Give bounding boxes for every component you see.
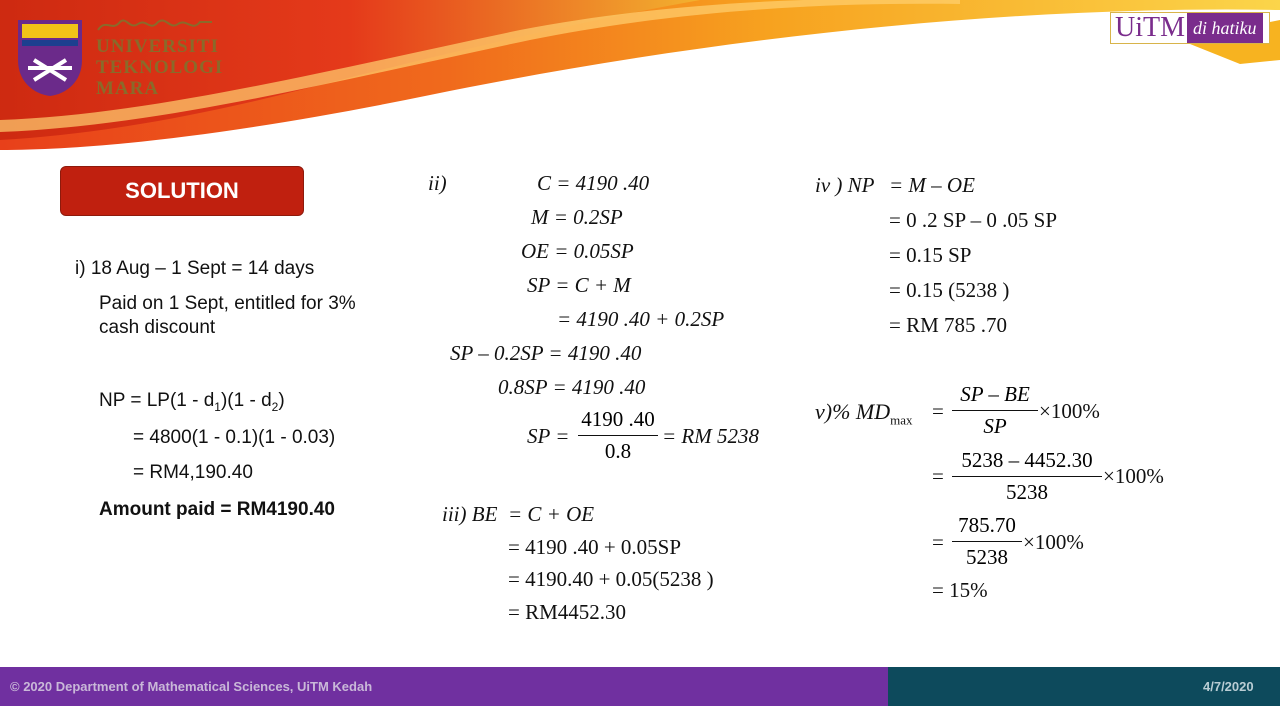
- part-ii-line7: 0.8SP = 4190 .40: [498, 375, 646, 399]
- part-ii-line8-rhs: = RM 5238: [662, 424, 759, 448]
- part-v-label: v)% $MD_{max}$: [815, 399, 913, 428]
- fraction-bar: [952, 476, 1102, 477]
- part-v-mult3: ×100%: [1023, 530, 1084, 554]
- part-i-line2: Paid on 1 Sept, entitled for 3%: [99, 293, 356, 314]
- part-ii-line3: OE = 0.05SP: [521, 239, 634, 263]
- part-ii-line1: C = 4190 .40: [537, 171, 650, 195]
- university-name-line2: TEKNOLOGI: [96, 57, 224, 78]
- part-v-fraction2: [952, 448, 1102, 505]
- part-v-fraction3-denominator: 5238: [966, 545, 1008, 569]
- part-ii-line5: = 4190 .40 + 0.2SP: [557, 307, 725, 331]
- part-i-calc2: = RM4,190.40: [133, 462, 253, 483]
- part-iv-line2: = 0 .2 SP – 0 .05 SP: [889, 208, 1058, 232]
- university-name-line1: UNIVERSITI: [96, 36, 219, 57]
- part-i-line1: i) 18 Aug – 1 Sept = 14 days: [75, 258, 315, 279]
- fraction-bar: [578, 435, 658, 436]
- part-ii-line6: SP – 0.2SP = 4190 .40: [450, 341, 642, 365]
- part-ii-line8-lhs: SP =: [527, 424, 570, 448]
- part-iv-line4: = 0.15 (5238 ): [889, 278, 1010, 302]
- part-iv-line3: = 0.15 SP: [889, 243, 972, 267]
- part-iii-line1: = C + OE: [508, 502, 595, 526]
- footer-copyright: © 2020 Department of Mathematical Sciences, UiTM Kedah: [10, 679, 373, 694]
- part-v-eq3: =: [932, 530, 944, 554]
- part-ii-fraction-numerator: 4190 .40: [581, 407, 655, 431]
- brand-tag: di hatiku: [1187, 13, 1263, 43]
- part-ii-line2: M = 0.2SP: [531, 205, 623, 229]
- solution-heading: SOLUTION: [60, 166, 304, 216]
- uitm-crest-logo: [14, 16, 86, 98]
- part-v-fraction2-numerator: 5238 – 4452.30: [961, 448, 1093, 472]
- part-ii-label: ii): [428, 171, 447, 195]
- part-v-mult2: ×100%: [1103, 464, 1164, 488]
- jawi-script-logo: [96, 14, 214, 36]
- part-i-answer: Amount paid = RM4190.40: [99, 499, 335, 520]
- part-v-fraction3: [952, 513, 1022, 570]
- part-v-fraction1-numerator: SP – BE: [960, 382, 1030, 406]
- part-i-line3: cash discount: [99, 317, 216, 338]
- part-ii-fraction-denominator: 0.8: [604, 439, 632, 463]
- part-iv-line5: = RM 785 .70: [889, 313, 1008, 337]
- fraction-bar: [952, 541, 1022, 542]
- part-v-fraction1-denominator: SP: [983, 414, 1007, 438]
- part-v-mult1: ×100%: [1039, 399, 1100, 423]
- part-iv-label: iv ) NP: [815, 173, 875, 197]
- part-ii-fraction: [578, 407, 658, 464]
- part-v-eq2: =: [932, 464, 944, 488]
- part-v-result: = 15%: [932, 578, 988, 602]
- uitm-di-hatiku-badge: [1110, 12, 1270, 44]
- part-iv-line1: = M – OE: [889, 173, 975, 197]
- part-iii-line3: = 4190.40 + 0.05(5238 ): [508, 567, 714, 591]
- footer-date: 4/7/2020: [1203, 679, 1254, 694]
- part-iii-line4: = RM4452.30: [508, 600, 627, 624]
- part-v-eq1: =: [932, 399, 944, 423]
- part-iii-line2: = 4190 .40 + 0.05SP: [508, 535, 682, 559]
- part-iii-label: iii) BE: [442, 502, 498, 526]
- part-v-fraction1: [952, 382, 1038, 439]
- part-v-fraction2-denominator: 5238: [1006, 480, 1048, 504]
- university-name-line3: MARA: [96, 78, 160, 99]
- part-ii-line4: SP = C + M: [527, 273, 631, 297]
- part-i-np-formula: NP = $LP(1 - d_1)(1 - d_2)$: [99, 390, 285, 414]
- part-i-calc1: = 4800(1 - 0.1)(1 - 0.03): [133, 427, 336, 448]
- fraction-bar: [952, 410, 1038, 411]
- part-v-fraction3-numerator: 785.70: [958, 513, 1016, 537]
- brand-main: UiTM: [1115, 12, 1185, 43]
